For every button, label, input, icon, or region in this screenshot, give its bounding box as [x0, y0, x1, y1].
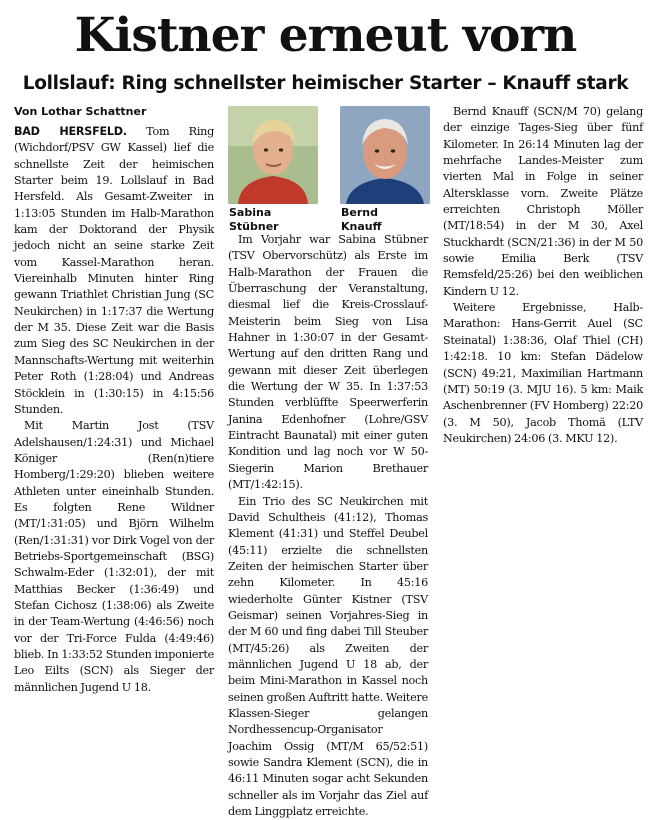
photo-caption-knauff [341, 206, 441, 234]
headline: Kistner erneut vorn [0, 4, 651, 68]
article-column-1 [14, 124, 214, 696]
paragraph: Weitere Ergebnisse, Halb-Marathon: Hans-Gerrit Auel (SC Steinatal) 1:38:36, Olaf Thiel (CH) 1:42:18. 10 km: Stefan Dädelow (SCN) 49:21, Maximilian Hartmann (MT) 50:19 (3. MJU 16). 5 km: Maik Aschenbrenner (FV Homberg) 22:20 (3. M 50), Jacob Thomä (LTV Neukirchen) 24:06 (3. MKU 12). [443, 300, 643, 447]
paragraph: Ein Trio des SC Neukirchen mit David Schultheis (41:12), Thomas Klement (41:31) und Steffel Deubel (45:11) erzielte die schnellsten Zeiten der heimischen Starter über zehn Kilometer. In 45:16 wiederholte Günter Kistner (TSV Geismar) seinen Vorjahres-Sieg in der M 60 und fing dabei Till Steuber (MT/45:26) als Zweiten der männlichen Jugend U 18 ab, der beim Mini-Marathon in Kassel noch seinen großen Auftritt hatte. Weitere Klassen-Sieger gelangen Nordhessencup-Organisator Joachim Ossig (MT/M 65/52:51) sowie Sandra Klement (SCN), die in 46:11 Minuten sogar acht Sekunden schneller als im Vorjahr das Ziel auf dem Linggplatz erreichte. [228, 494, 428, 820]
paragraph [14, 124, 214, 418]
caption-first-name: Sabina [229, 206, 271, 219]
photo-sabina-stuebner [228, 106, 318, 204]
article-column-2 [228, 232, 428, 820]
subheadline: Lollslauf: Ring schnellster heimischer Starter – Knauff stark [0, 70, 651, 98]
paragraph: Bernd Knauff (SCN/M 70) gelang der einzige Tages-Sieg über fünf Kilometer. In 26:14 Minuten lag der mehrfache Landes-Meister zum vierten Mal in Folge in seiner Altersklasse vorn. Zweite Plätze erreichten Christoph Möller (MT/18:54) in der M 30, Axel Stuckhardt (SCN/21:36) in der M 50 sowie Emilia Berk (TSV Remsfeld/25:26) bei den weiblichen Kindern U 12. [443, 104, 643, 300]
paragraph: Mit Martin Jost (TSV Adelshausen/1:24:31) und Michael Königer (Ren(n)tiere Homberg/1:29:20) blieben weitere Athleten unter eineinhalb Stunden. Es folgten Rene Wildner (MT/1:31:05) und Björn Wilhelm (Ren/1:31:31) vor Dirk Vogel von der Betriebs-Sportgemeinschaft (BSG) Schwalm-Eder (1:32:01), der mit Matthias Becker (1:36:49) und Stefan Cichosz (1:38:06) als Zweite in der Team-Wertung (4:46:56) noch vor der Tri-Force Fulda (4:49:46) blieb. In 1:33:52 Stunden imponierte Leo Eilts (SCN) als Sieger der männlichen Jugend U 18. [14, 418, 214, 696]
caption-first-name: Bernd [341, 206, 378, 219]
paragraph-text: Tom Ring (Wichdorf/PSV GW Kassel) lief die schnellste Zeit der heimischen Starter beim 19. Lollslauf in Bad Hersfeld. Als Gesamt-Zweiter in 1:13:05 Stunden im Halb-Marathon kam der Doktorand der Physik jedoch nicht an seine starke Zeit vom Kassel-Marathon heran. Viereinhalb Minuten hinter Ring gewann Triathlet Christian Jung (SC Neukirchen) in 1:17:37 die Wertung der M 35. Diese Zeit war die Basis zum Sieg des SC Neukirchen in der Mannschafts-Wertung mit weiterhin Peter Roth (1:28:04) und Andreas Stöcklein in (1:30:15) in 4:15:56 Stunden. [14, 125, 214, 416]
paragraph: Im Vorjahr war Sabina Stübner (TSV Obervorschütz) als Erste im Halb-Marathon der Frauen die Überraschung der Veranstaltung, diesmal lief die Kreis-Crosslauf-Meisterin beim Sieg von Lisa Hahner in 1:30:07 in der Gesamt-Wertung auf den dritten Rang und gewann mit dieser Zeit überlegen die Wertung der W 35. In 1:37:53 Stunden verblüffte Speerwerferin Janina Edenhofner (Lohre/GSV Eintracht Baunatal) mit einer guten Kondition und lag noch vor W 50-Siegerin Marion Brethauer (MT/1:42:15). [228, 232, 428, 494]
caption-last-name: Stübner [229, 220, 279, 233]
portrait-image [228, 106, 318, 204]
photo-bernd-knauff [340, 106, 430, 204]
caption-last-name: Knauff [341, 220, 382, 233]
photo-caption-stuebner [229, 206, 329, 234]
dateline: BAD HERSFELD. [14, 125, 127, 138]
portrait-image [340, 106, 430, 204]
byline: Von Lothar Schattner [14, 104, 146, 120]
article-column-3 [443, 104, 643, 447]
